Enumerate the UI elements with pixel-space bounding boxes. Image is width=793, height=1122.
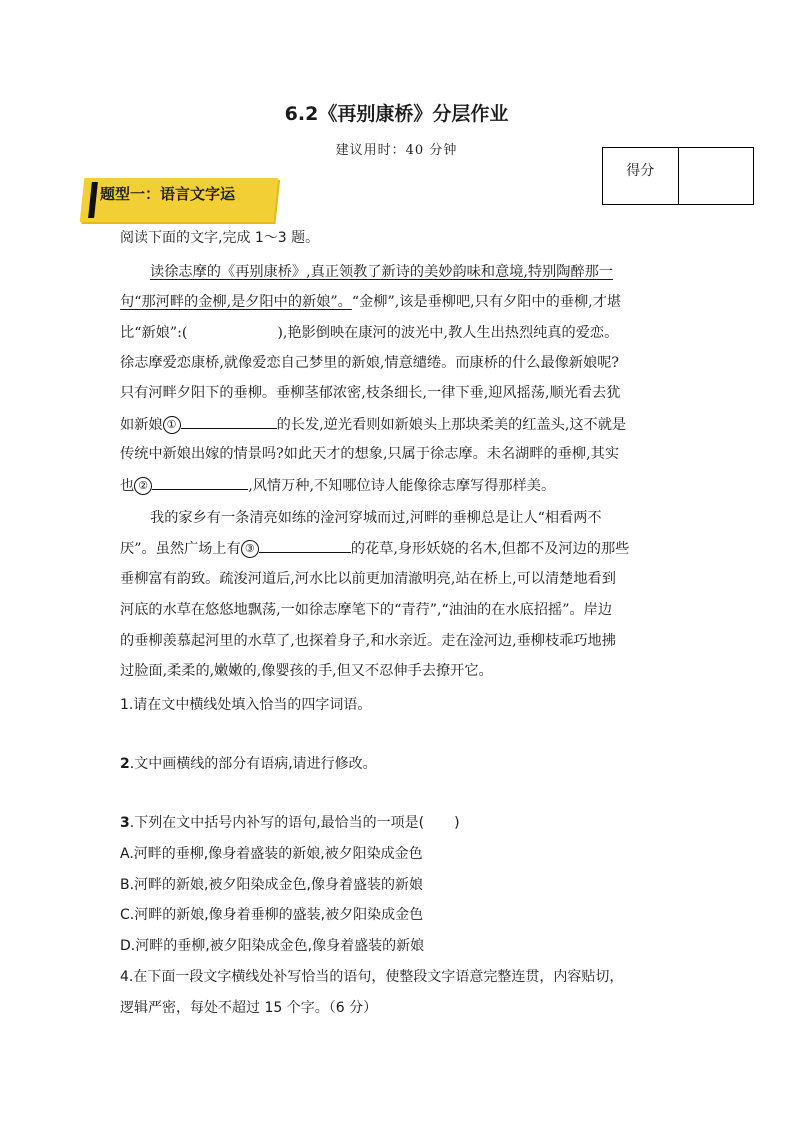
passage-line: 河底的水草在悠悠地飘荡,一如徐志摩笔下的“青荇”,“油油的在水底招摇”。岸边 [120,602,613,618]
blank-line-2[interactable] [152,475,248,490]
passage-text: 如新娘 [120,417,163,433]
section-tag-label: 题型一：语言文字运 [100,185,236,203]
passage-text: 比“新娘”:( [120,325,188,341]
passage-text: ,风情万种,不知哪位诗人能像徐志摩写得那样美。 [248,478,556,494]
option-a[interactable]: A.河畔的垂柳,像身着盛装的新娘,被夕阳染成金色 [120,846,423,862]
score-label: 得分 [626,163,655,179]
option-d[interactable]: D.河畔的垂柳,被夕阳染成金色,像身着盛装的新娘 [120,938,425,954]
passage-line: 只有河畔夕阳下的垂柳。垂柳茎郁浓密,枝条细长,一律下垂,迎风摇荡,顺光看去犹 [120,385,621,401]
blank-line-3[interactable] [259,538,351,553]
question-text: ) [454,815,460,831]
underlined-sentence: 句“那河畔的金柳,是夕阳中的新娘”。 [120,294,352,310]
question-2 [120,754,377,774]
suggested-time: 建议用时：40 分钟 [335,143,458,158]
passage-line [120,414,626,435]
passage-line: 的垂柳羡慕起河里的水草了,也探着身子,和水亲近。走在淦河边,垂柳枝乖巧地拂 [120,633,616,649]
passage-line: 徐志摩爱恋康桥,就像爱恋自己梦里的新娘,情意缱绻。而康桥的什么最像新娘呢? [120,355,620,371]
passage-text: ),艳影倒映在康河的波光中,教人生出热烈纯真的爱恋。 [277,325,619,341]
option-c[interactable]: C.河畔的新娘,像身着垂柳的盛装,被夕阳染成金色 [120,907,424,923]
question-text: .文中画横线的部分有语病,请进行修改。 [129,756,377,772]
passage-line: 垂柳富有韵致。疏浚河道后,河水比以前更加清澈明亮,站在桥上,可以清楚地看到 [120,571,616,587]
blank-marker-3: ③ [241,540,259,558]
passage-text: 的长发,逆光看则如新娘头上那块柔美的红盖头,这不就是 [276,417,627,433]
blank-marker-2: ② [134,477,152,495]
passage-line [120,323,618,343]
question-number: 3 [120,815,130,831]
instruction: 阅读下面的文字,完成 1～3 题。 [120,230,320,246]
passage-line: 过脸面,柔柔的,嫩嫩的,像婴孩的手,但又不忍伸手去撩开它。 [120,663,493,679]
question-number: 2 [120,756,130,772]
passage-line: 我的家乡有一条清亮如练的淦河穿城而过,河畔的垂柳总是让人“相看两不 [150,510,602,526]
passage-text: “金柳”,该是垂柳吧,只有夕阳中的垂柳,才堪 [351,294,622,310]
score-value-field[interactable] [678,148,754,204]
passage-text: 的花草,身形妖娆的名木,但都不及河边的那些 [350,541,630,557]
blank-line-1[interactable] [181,414,277,429]
passage-line [150,262,613,282]
question-3 [120,813,460,833]
passage-text: 也 [120,478,135,494]
passage-line [120,292,621,312]
blank-marker-1: ① [163,416,181,434]
score-table [602,147,754,205]
passage-line [120,475,555,496]
passage-line [120,538,629,559]
question-1: 1.请在文中横线处填入恰当的四字词语。 [120,697,372,713]
question-4-cont: 逻辑严密，每处不超过 15 个字。（6 分） [120,1000,378,1016]
underlined-sentence: 读徐志摩的《再别康桥》,真正领教了新诗的美妙韵味和意境,特别陶醉那一 [150,264,614,280]
passage-line: 传统中新娘出嫁的情景吗?如此天才的想象,只属于徐志摩。未名湖畔的垂柳,其实 [120,446,620,462]
question-4: 4.在下面一段文字横线处补写恰当的语句，使整段文字语意完整连贯，内容贴切， [120,969,624,985]
option-b[interactable]: B.河畔的新娘,被夕阳染成金色,像身着盛装的新娘 [120,877,423,893]
passage-text: 厌”。虽然广场上有 [120,541,241,557]
page-title: 6.2《再别康桥》分层作业 [284,103,509,125]
question-text: .下列在文中括号内补写的语句,最恰当的一项是( [129,815,425,831]
